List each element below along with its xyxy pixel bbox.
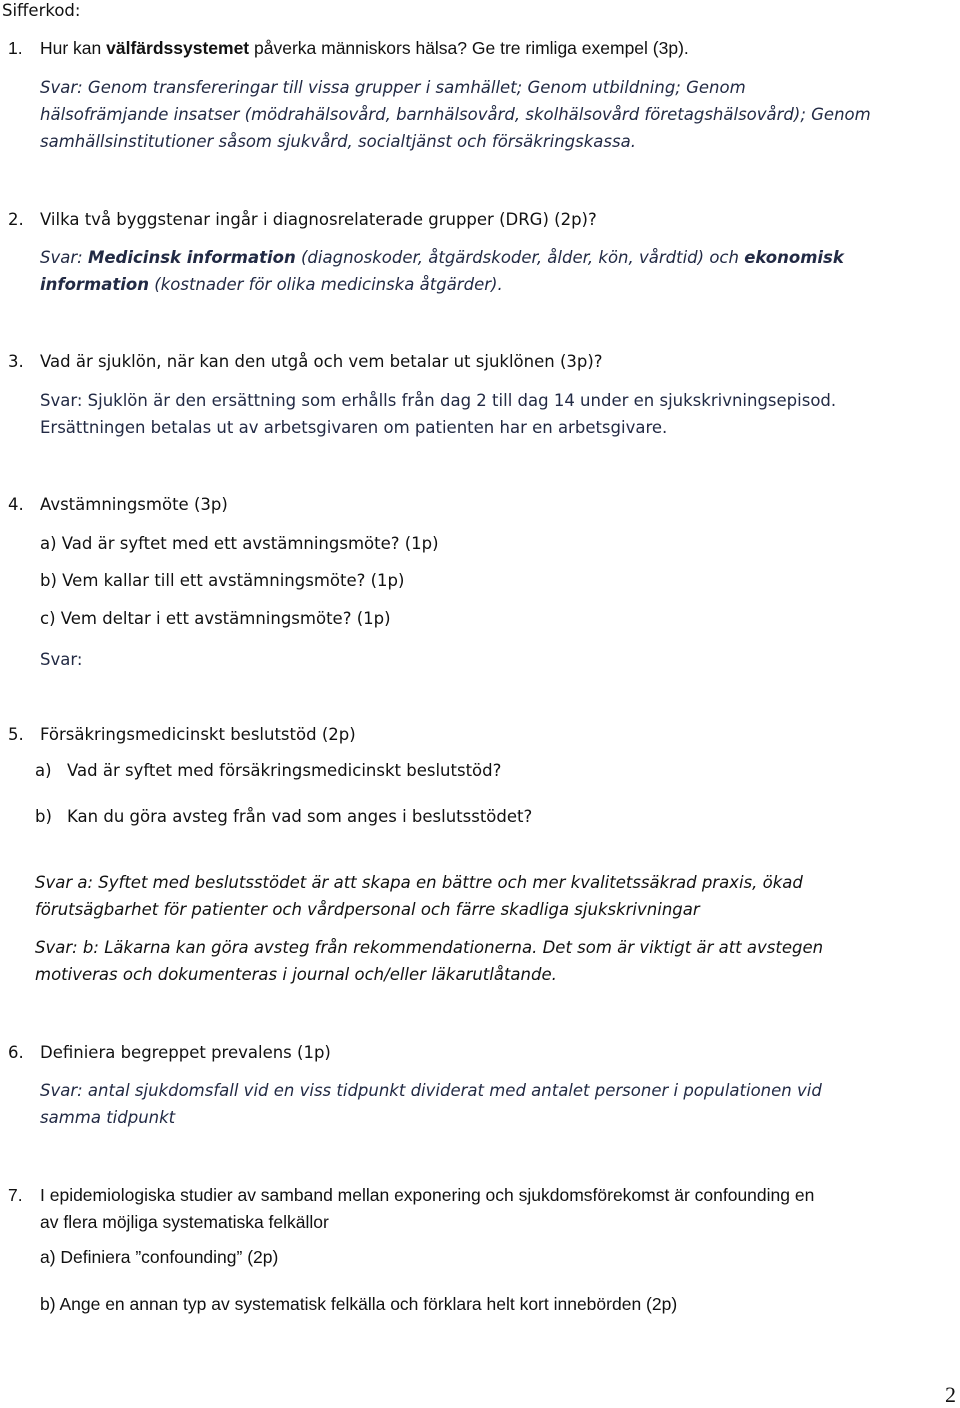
question-number: 2. (8, 210, 24, 229)
question-5a: Vad är syftet med försäkringsmedicinskt beslutstöd? (67, 761, 502, 780)
answer-1-line-1: Svar: Genom transfereringar till vissa grupper i samhället; Genom utbildning; Genom (40, 78, 746, 97)
question-7b: b) Ange en annan typ av systematisk felkälla och förklara helt kort innebörden (2p) (40, 1294, 678, 1314)
answer-6-line-1: Svar: antal sjukdomsfall vid en viss tidpunkt dividerat med antalet personer i populationen vid (40, 1081, 822, 1100)
question-5b-label: b) (35, 807, 52, 826)
question-5a-label: a) (35, 761, 52, 780)
document-heading: Sifferkod: (2, 1, 81, 20)
answer-1-line-2: hälsofrämjande insatser (mödrahälsovård, barnhälsovård, skolhälsovård företagshälsovård); Genom (40, 105, 871, 124)
answer-2-line-1: Svar: Medicinsk information (diagnoskoder, åtgärdskoder, ålder, kön, vårdtid) och ekonomisk (40, 248, 844, 267)
answer-5b-line-1: Svar: b: Läkarna kan göra avsteg från rekommendationerna. Det som är viktigt är att avstegen (35, 938, 824, 957)
answer-2-line-2: information (kostnader för olika medicinska åtgärder). (40, 275, 503, 294)
question-3: Vad är sjuklön, när kan den utgå och vem betalar ut sjuklönen (3p)? (40, 352, 603, 371)
question-number: 1. (8, 38, 23, 58)
question-number: 5. (8, 725, 24, 744)
question-5: Försäkringsmedicinskt beslutstöd (2p) (40, 725, 356, 744)
answer-5a-line-1: Svar a: Syftet med beslutsstödet är att skapa en bättre och mer kvalitetssäkrad praxis, ökad (35, 873, 803, 892)
question-5b: Kan du göra avsteg från vad som anges i beslutsstödet? (67, 807, 533, 826)
question-4c: c) Vem deltar i ett avstämningsmöte? (1p) (40, 609, 391, 628)
question-1: Hur kan välfärdssystemet påverka människors hälsa? Ge tre rimliga exempel (3p). (40, 38, 689, 58)
question-7-line-1: I epidemiologiska studier av samband mellan exponering och sjukdomsförekomst är confounding en (40, 1185, 815, 1205)
answer-6-line-2: samma tidpunkt (40, 1108, 176, 1127)
answer-1-line-3: samhällsinstitutioner såsom sjukvård, socialtjänst och försäkringskassa. (40, 132, 636, 151)
question-2: Vilka två byggstenar ingår i diagnosrelaterade grupper (DRG) (2p)? (40, 210, 597, 229)
question-number: 6. (8, 1043, 24, 1062)
answer-4-label: Svar: (40, 650, 83, 669)
answer-3-line-1: Svar: Sjuklön är den ersättning som erhålls från dag 2 till dag 14 under en sjukskrivningsepisod. (40, 391, 837, 410)
question-4b: b) Vem kallar till ett avstämningsmöte? (1p) (40, 571, 405, 590)
question-7-line-2: av flera möjliga systematiska felkällor (40, 1212, 329, 1232)
answer-5b-line-2: motiveras och dokumenteras i journal och/eller läkarutlåtande. (35, 965, 557, 984)
question-6: Definiera begreppet prevalens (1p) (40, 1043, 331, 1062)
answer-3-line-2: Ersättningen betalas ut av arbetsgivaren om patienten har en arbetsgivare. (40, 418, 668, 437)
question-4: Avstämningsmöte (3p) (40, 495, 228, 514)
answer-5a-line-2: förutsägbarhet för patienter och vårdpersonal och färre skadliga sjukskrivningar (35, 900, 700, 919)
question-4a: a) Vad är syftet med ett avstämningsmöte? (1p) (40, 534, 439, 553)
question-7a: a) Definiera ”confounding” (2p) (40, 1247, 279, 1267)
page-number: 2 (945, 1382, 956, 1407)
question-number: 7. (8, 1185, 23, 1205)
question-number: 3. (8, 352, 24, 371)
question-number: 4. (8, 495, 24, 514)
